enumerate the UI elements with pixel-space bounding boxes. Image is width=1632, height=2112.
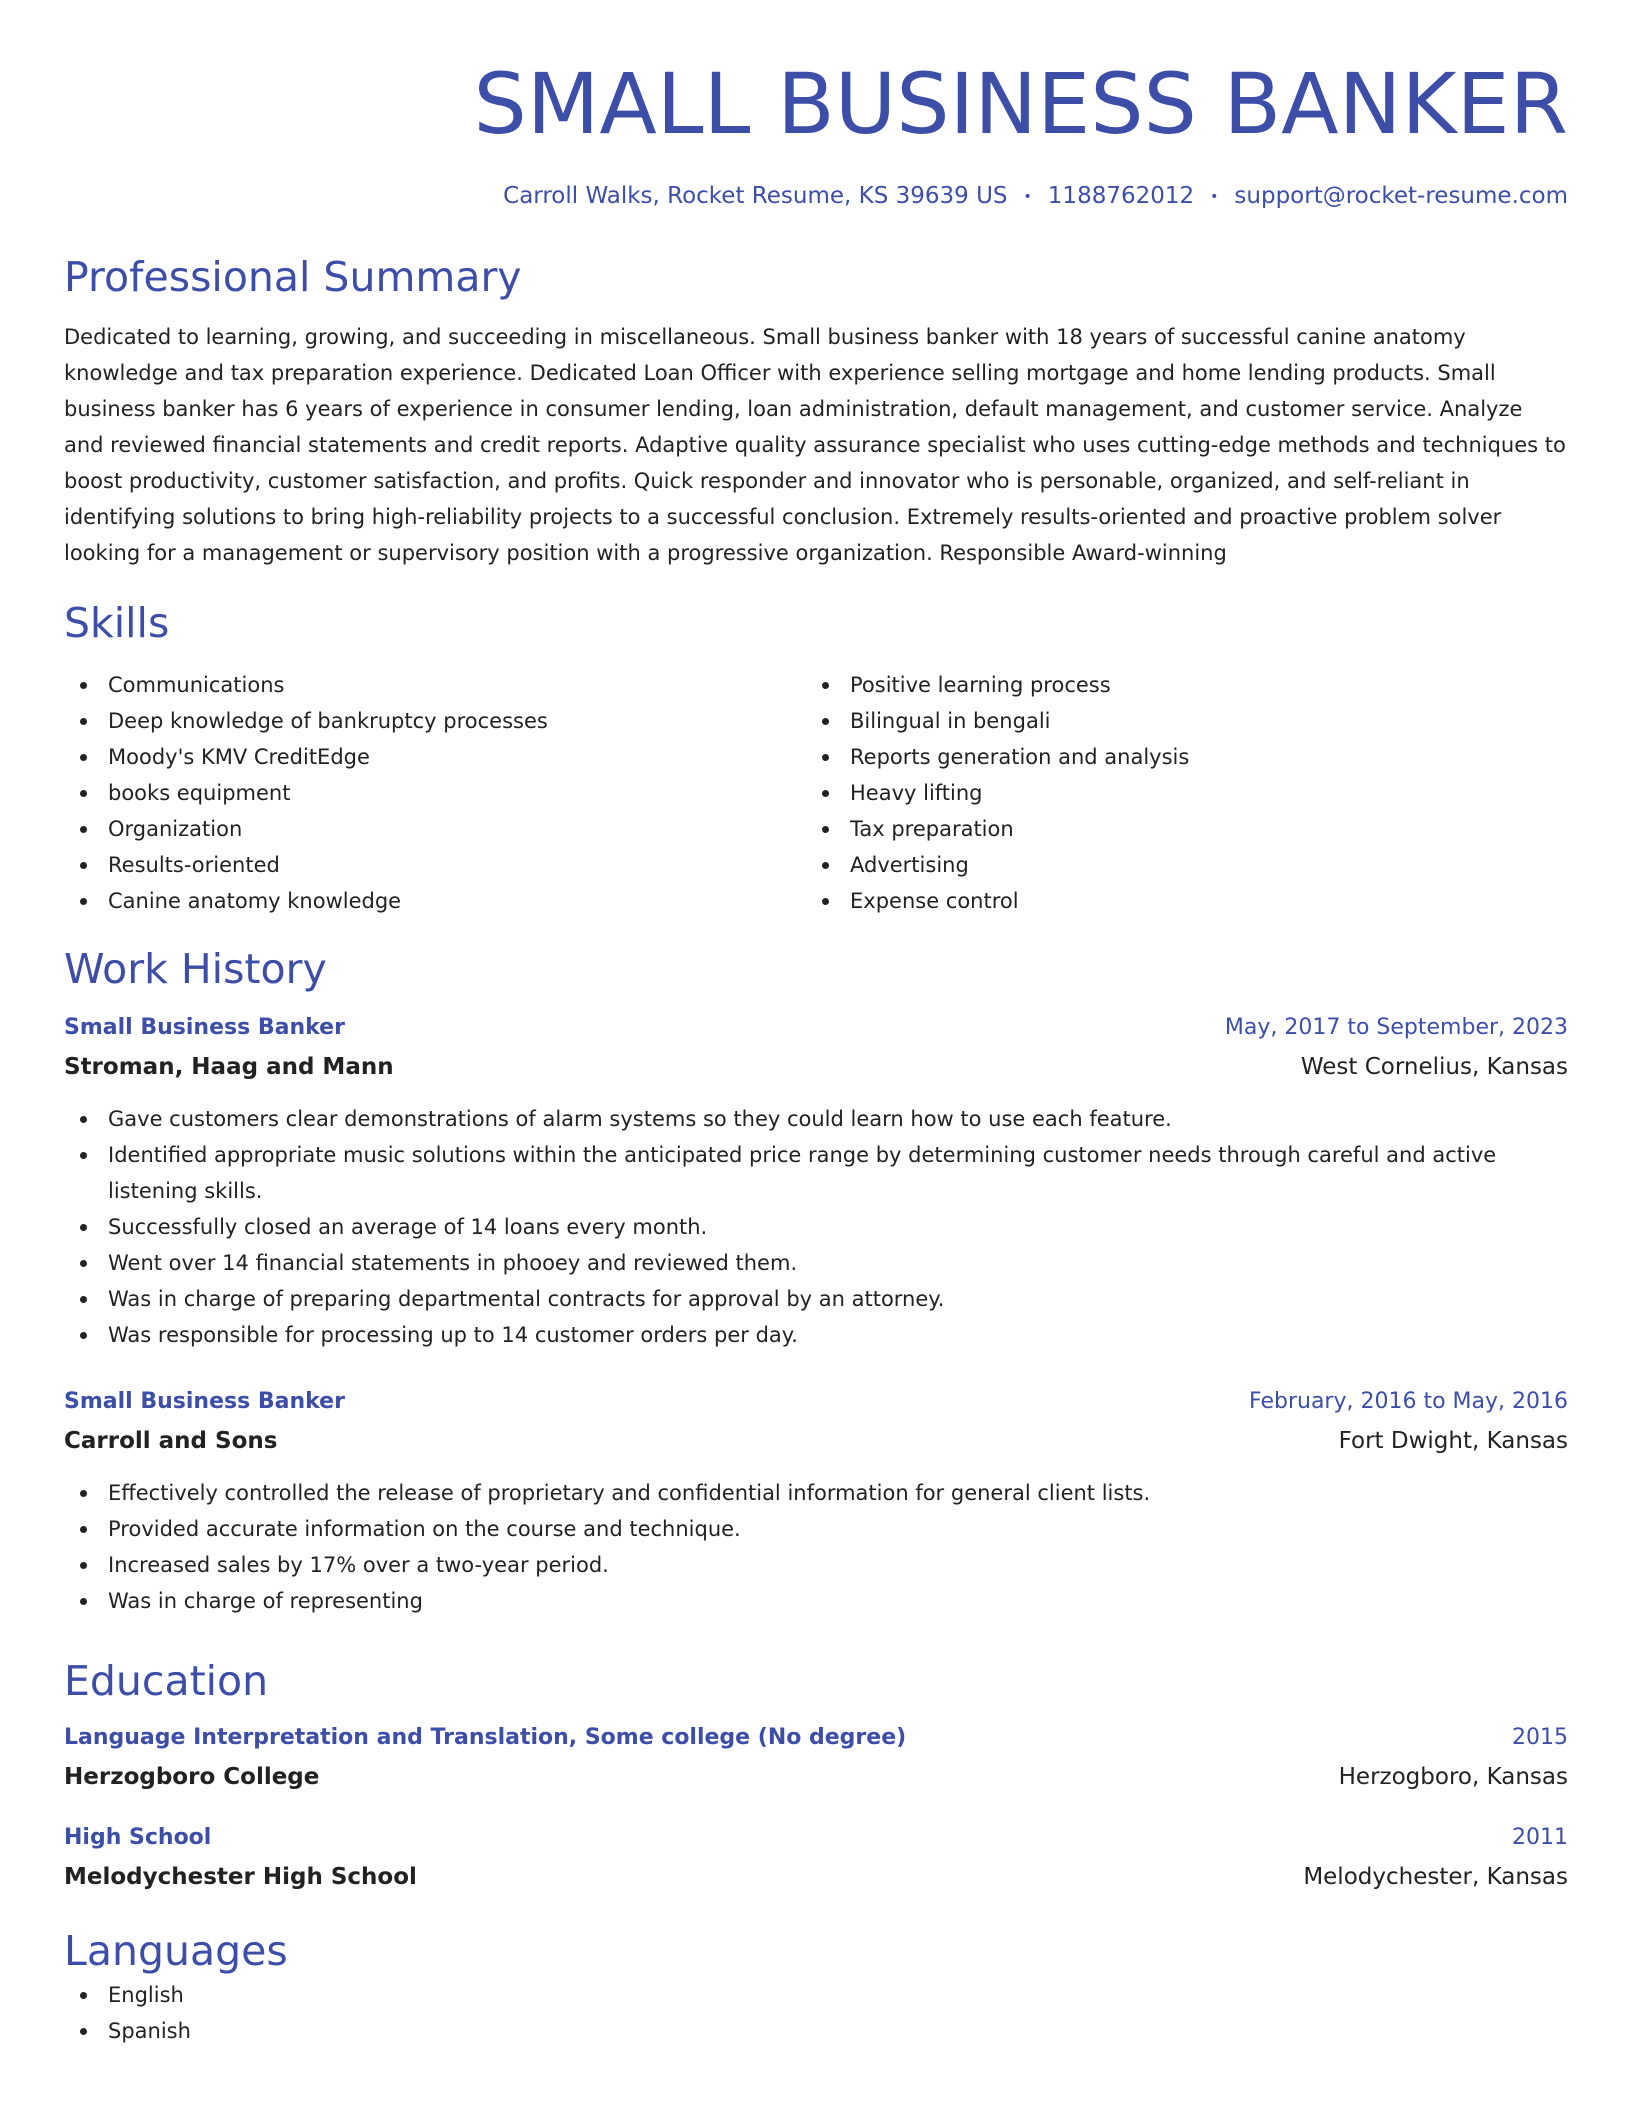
work-entry-subheader: [64, 1425, 1568, 1457]
job-bullet: Was responsible for processing up to 14 customer orders per day.: [64, 1317, 1568, 1353]
education-school: Melodychester High School: [64, 1863, 417, 1890]
education-entry-subheader: [64, 1861, 1568, 1893]
section-title-languages: Languages: [64, 1926, 288, 1975]
candidate-title: SMALL BUSINESS BANKER: [473, 55, 1568, 153]
contact-phone: 1188762012: [1047, 183, 1195, 209]
education-degree: Language Interpretation and Translation, Some college (No degree): [64, 1724, 907, 1750]
job-bullets: [64, 1475, 1568, 1619]
language-item: English: [64, 1977, 1568, 2013]
section-title-summary: Professional Summary: [64, 252, 522, 301]
job-bullet: Identified appropriate music solutions within the anticipated price range by determining customer needs through careful and active listening skills.: [64, 1137, 1568, 1209]
language-item: Spanish: [64, 2013, 1568, 2049]
skill-item: Bilingual in bengali: [806, 703, 1548, 739]
job-company: Carroll and Sons: [64, 1427, 278, 1454]
job-location: West Cornelius, Kansas: [1300, 1053, 1568, 1080]
work-entry-header: [64, 1013, 1568, 1043]
contact-separator: •: [1210, 188, 1219, 205]
skills-columns: [64, 667, 1568, 919]
skill-item: Tax preparation: [806, 811, 1548, 847]
contact-address: Carroll Walks, Rocket Resume, KS 39639 US: [503, 183, 1008, 209]
job-bullet: Successfully closed an average of 14 loans every month.: [64, 1209, 1568, 1245]
job-bullets: [64, 1101, 1568, 1353]
skills-column-left: [64, 667, 806, 919]
skill-item: Results-oriented: [64, 847, 806, 883]
skill-item: Reports generation and analysis: [806, 739, 1548, 775]
resume-page: [64, 56, 1568, 2049]
section-title-education: Education: [64, 1656, 269, 1705]
skill-item: Advertising: [806, 847, 1548, 883]
skills-column-right: [806, 667, 1548, 919]
job-company: Stroman, Haag and Mann: [64, 1053, 394, 1080]
job-role: Small Business Banker: [64, 1388, 345, 1414]
skill-item: Moody's KMV CreditEdge: [64, 739, 806, 775]
job-bullet: Gave customers clear demonstrations of alarm systems so they could learn how to use each feature.: [64, 1101, 1568, 1137]
education-degree: High School: [64, 1824, 212, 1850]
education-entry-header: [64, 1723, 1568, 1753]
contact-email: support@rocket-resume.com: [1234, 183, 1568, 209]
skill-item: Organization: [64, 811, 806, 847]
job-location: Fort Dwight, Kansas: [1338, 1427, 1568, 1454]
education-location: Melodychester, Kansas: [1303, 1863, 1568, 1890]
education-entry: [64, 1723, 1568, 1793]
skill-item: Communications: [64, 667, 806, 703]
section-title-skills: Skills: [64, 598, 170, 647]
skill-item: Deep knowledge of bankruptcy processes: [64, 703, 806, 739]
job-role: Small Business Banker: [64, 1014, 345, 1040]
summary-text: Dedicated to learning, growing, and succeeding in miscellaneous. Small business banker with 18 years of successful canine anatomy knowledge and tax preparation experience. Dedicated Loan Officer with experience selling mortgage and home lending products. Small business banker has 6 years of experience in consumer lending, loan administration, default management, and customer service. Analyze and reviewed financial statements and credit reports. Adaptive quality assurance specialist who uses cutting-edge methods and techniques to boost productivity, customer satisfaction, and profits. Quick responder and innovator who is personable, organized, and self-reliant in identifying solutions to bring high-reliability projects to a successful conclusion. Extremely results-oriented and proactive problem solver looking for a management or supervisory position with a progressive organization. Responsible Award-winning: [64, 324, 1566, 565]
work-entry: [64, 1013, 1568, 1353]
education-year: 2011: [1512, 1824, 1568, 1850]
education-year: 2015: [1512, 1724, 1568, 1750]
job-bullet: Went over 14 financial statements in phooey and reviewed them.: [64, 1245, 1568, 1281]
skill-item: Canine anatomy knowledge: [64, 883, 806, 919]
skill-item: books equipment: [64, 775, 806, 811]
work-entry-header: [64, 1387, 1568, 1417]
languages-list: [64, 1977, 1568, 2049]
skills-list-left: [64, 667, 806, 919]
skill-item: Expense control: [806, 883, 1548, 919]
skill-item: Heavy lifting: [806, 775, 1548, 811]
work-entry: [64, 1387, 1568, 1619]
job-bullet: Increased sales by 17% over a two-year period.: [64, 1547, 1568, 1583]
education-entry: [64, 1823, 1568, 1893]
work-entry-subheader: [64, 1051, 1568, 1083]
skills-list-right: [806, 667, 1548, 919]
job-bullet: Provided accurate information on the course and technique.: [64, 1511, 1568, 1547]
education-school: Herzogboro College: [64, 1763, 320, 1790]
section-title-work-history: Work History: [64, 944, 327, 993]
education-entry-subheader: [64, 1761, 1568, 1793]
job-bullet: Was in charge of representing: [64, 1583, 1568, 1619]
job-bullet: Effectively controlled the release of proprietary and confidential information for general client lists.: [64, 1475, 1568, 1511]
job-bullet: Was in charge of preparing departmental contracts for approval by an attorney.: [64, 1281, 1568, 1317]
skill-item: Positive learning process: [806, 667, 1548, 703]
contact-separator: •: [1023, 188, 1032, 205]
job-dates: May, 2017 to September, 2023: [1224, 1014, 1568, 1040]
education-entry-header: [64, 1823, 1568, 1853]
contact-line: [64, 180, 1568, 213]
job-dates: February, 2016 to May, 2016: [1249, 1388, 1568, 1414]
education-location: Herzogboro, Kansas: [1338, 1763, 1568, 1790]
